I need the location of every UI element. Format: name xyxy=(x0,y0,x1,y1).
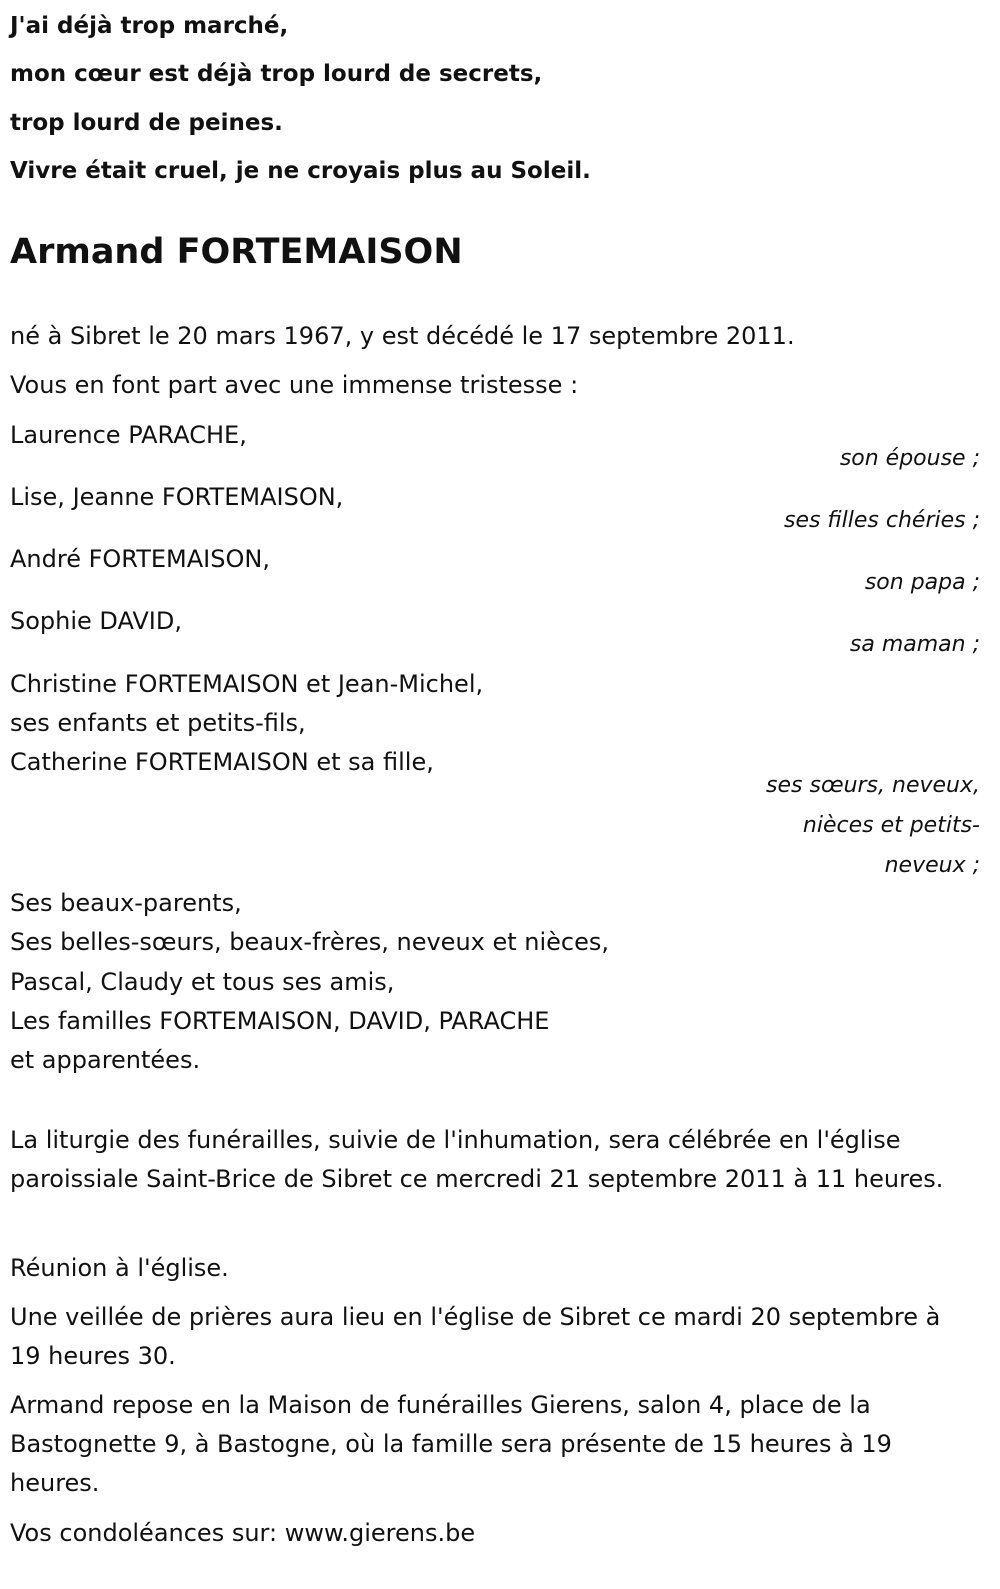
others-line-1: Ses beaux-parents, xyxy=(10,889,242,917)
mother-role: sa maman ; xyxy=(849,632,980,657)
father-name: André FORTEMAISON, xyxy=(10,545,270,573)
father-role: son papa ; xyxy=(864,570,980,595)
spouse-name: Laurence PARACHE, xyxy=(10,421,247,449)
poem-line-4: Vivre était cruel, je ne croyais plus au Soleil. xyxy=(10,158,591,184)
siblings-role xyxy=(766,766,980,886)
condolences-line: Vos condoléances sur: www.gierens.be xyxy=(10,1519,476,1547)
others-line-2: Ses belles-sœurs, beaux-frères, neveux et nièces, xyxy=(10,928,610,956)
vigil-paragraph: Une veillée de prières aura lieu en l'église de Sibret ce mardi 20 septembre à 19 heures 30. xyxy=(10,1303,941,1370)
poem-line-3: trop lourd de peines. xyxy=(10,110,283,136)
others-line-4: Les familles FORTEMAISON, DAVID, PARACHE xyxy=(10,1007,550,1035)
sibling-line-2: ses enfants et petits-fils, xyxy=(10,709,306,737)
daughters-role: ses filles chéries ; xyxy=(783,508,980,533)
sibling-line-3: Catherine FORTEMAISON et sa fille, xyxy=(10,748,434,776)
others-line-5: et apparentées. xyxy=(10,1046,201,1074)
meeting-paragraph: Réunion à l'église. xyxy=(10,1254,229,1282)
repose-paragraph: Armand repose en la Maison de funérailles Gierens, salon 4, place de la Bastognette 9, à Bastogne, où la famille sera présente de 15 heures à 19 heures. xyxy=(10,1391,892,1497)
siblings-role-line-1: ses sœurs, neveux, xyxy=(766,773,980,798)
siblings-role-line-2: nièces et petits- xyxy=(802,813,980,838)
poem-line-2: mon cœur est déjà trop lourd de secrets, xyxy=(10,61,543,87)
siblings-role-line-3: neveux ; xyxy=(884,853,980,878)
sibling-line-1: Christine FORTEMAISON et Jean-Michel, xyxy=(10,670,484,698)
deceased-name: Armand FORTEMAISON xyxy=(10,232,463,272)
daughters-name: Lise, Jeanne FORTEMAISON, xyxy=(10,483,344,511)
spouse-role: son épouse ; xyxy=(839,446,980,471)
announcement-line: Vous en font part avec une immense tristesse : xyxy=(10,371,579,399)
liturgy-paragraph: La liturgie des funérailles, suivie de l'inhumation, sera célébrée en l'église paroissiale Saint-Brice de Sibret ce mercredi 21 septembre 2011 à 11 heures. xyxy=(10,1126,944,1193)
poem-line-1: J'ai déjà trop marché, xyxy=(10,13,289,39)
birth-death-line: né à Sibret le 20 mars 1967, y est décédé le 17 septembre 2011. xyxy=(10,322,795,350)
others-line-3: Pascal, Claudy et tous ses amis, xyxy=(10,968,395,996)
mother-name: Sophie DAVID, xyxy=(10,607,182,635)
